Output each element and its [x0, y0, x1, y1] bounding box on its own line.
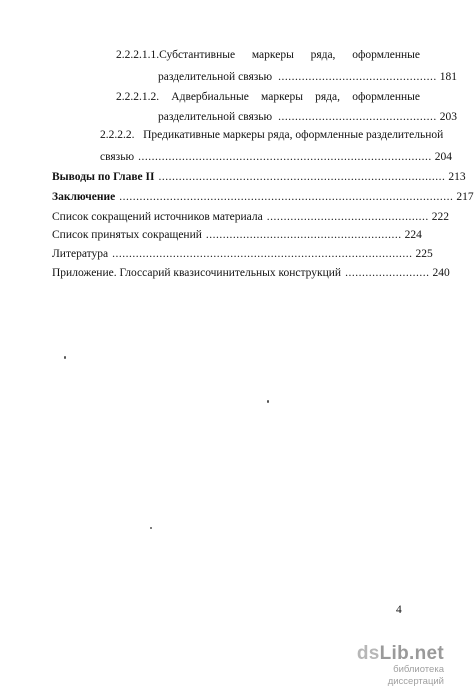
scan-speck: [267, 400, 269, 403]
toc-entry-1-word: 2.2.2.1.1.Субстантивные: [116, 49, 236, 61]
watermark-logo: [342, 644, 450, 664]
toc-entry-2-word: оформленные: [352, 91, 420, 103]
toc-entry-2-line2: [158, 110, 458, 124]
watermark-logo-part: ds: [356, 643, 380, 664]
toc-entry-5-text: Заключение: [52, 191, 116, 203]
dot-leader: ................................................: [266, 211, 429, 223]
watermark-logo-part: Lib.net: [379, 643, 444, 664]
toc-entry-8-page: 225: [415, 248, 433, 260]
page-number: 4: [396, 604, 402, 616]
toc-entry-4-page: 213: [448, 171, 466, 183]
toc-entry-1-word: маркеры: [251, 49, 294, 61]
dot-leader: ...............................................: [278, 111, 437, 123]
dot-leader: .......................................................................................: [138, 151, 432, 163]
toc-entry-1-text: разделительной связью: [158, 71, 273, 83]
toc-entry-2-line1: [116, 90, 420, 104]
toc-entry-4-text: Выводы по Главе II: [52, 171, 155, 183]
toc-entry-1-word: ряда,: [310, 49, 336, 61]
toc-entry-6-page: 222: [431, 211, 449, 223]
toc-entry-7-page: 224: [404, 229, 422, 241]
toc-entry-2-word: ряда,: [315, 91, 341, 103]
scan-speck: [64, 356, 66, 359]
toc-entry-6: [52, 210, 449, 224]
toc-entry-2-word: Адвербиальные: [171, 91, 249, 103]
toc-entry-1-page: 181: [439, 71, 458, 83]
toc-entry-5-page: 217: [456, 191, 474, 203]
toc-entry-8: [52, 247, 433, 261]
watermark-subtitle: библиотека диссертаций: [387, 664, 444, 687]
dot-leader: .........................: [345, 267, 430, 279]
toc-entry-3-page: 204: [434, 151, 452, 163]
toc-entry-7-text: Список принятых сокращений: [52, 229, 202, 241]
toc-entry-9-text: Приложение. Глоссарий квазисочинительных конструкций: [52, 267, 342, 279]
toc-entry-9-page: 240: [432, 267, 450, 279]
toc-entry-1-word: оформленные: [352, 49, 420, 61]
toc-entry-9: [52, 266, 450, 280]
dot-leader: ..........................................................: [205, 229, 402, 241]
watermark: [342, 644, 450, 687]
dot-leader: .........................................................................................: [112, 248, 413, 260]
scan-speck: [150, 527, 152, 529]
toc-entry-4: [52, 170, 466, 184]
toc-entry-5: [52, 190, 474, 204]
toc-entry-3-text: связью: [100, 151, 135, 163]
toc-entry-2-page: 203: [439, 111, 458, 123]
toc-entry-2-word: 2.2.2.1.2.: [116, 91, 160, 103]
toc-entry-3-text: 2.2.2.2. Предикативные маркеры ряда, оформленные разделительной: [100, 129, 444, 141]
toc-entry-3-line1: [100, 128, 444, 142]
toc-entry-1-line2: [158, 70, 458, 84]
toc-entry-6-text: Список сокращений источников материала: [52, 211, 263, 223]
toc-entry-7: [52, 228, 420, 242]
dot-leader: .....................................................................................: [158, 171, 446, 183]
toc-entry-3-line2: [100, 150, 452, 164]
toc-entry-2-word: маркеры: [261, 91, 303, 103]
toc-entry-2-text: разделительной связью: [158, 111, 273, 123]
toc-entry-8-text: Литература: [52, 248, 109, 260]
toc-entry-1-line1: [116, 48, 420, 62]
dot-leader: ...................................................................................................: [119, 191, 454, 203]
dot-leader: ...............................................: [278, 71, 437, 83]
